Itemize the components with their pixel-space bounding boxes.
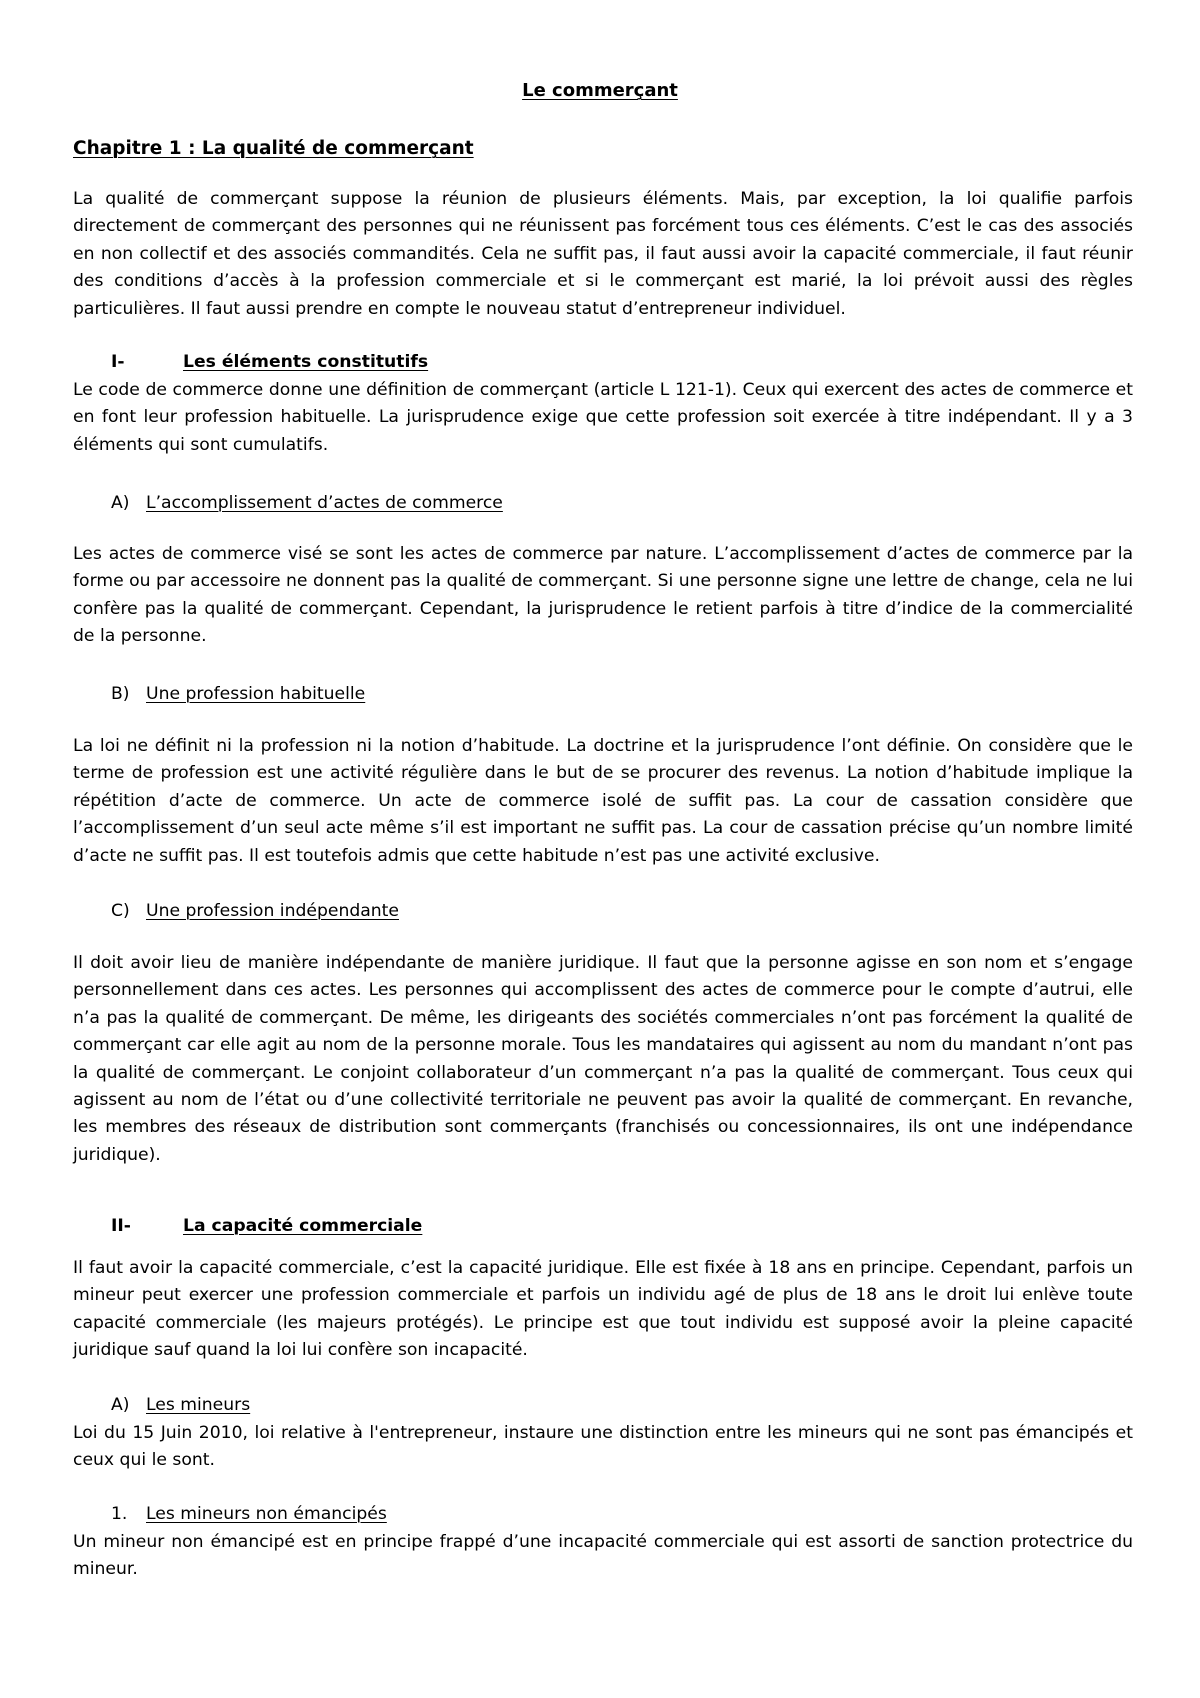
subsection-2a1-number: 1. <box>111 1504 128 1524</box>
section-2-title-text: La capacité commerciale <box>183 1216 423 1236</box>
document-title <box>0 77 1200 104</box>
section-2-number: II- <box>111 1216 131 1236</box>
subsection-2a1-title <box>146 1501 387 1528</box>
section-1-number: I- <box>111 352 125 372</box>
section-2-paragraph: Il faut avoir la capacité commerciale, c’est la capacité juridique. Elle est fixée à 18 ans en principe. Cependant, parfois un mineur peut exercer une profession commerciale et parfois un individu agé de plus de 18 ans le droit lui enlève toute capacité commerciale (les majeurs protégés). Le principe est que tout individu est supposé avoir la pleine capacité juridique sauf quand la loi lui confère son incapacité. <box>73 1258 1133 1361</box>
section-2-title <box>183 1213 422 1240</box>
subsection-1a-title-text: L’accomplissement d’actes de commerce <box>146 493 503 513</box>
subsection-1c-paragraph: Il doit avoir lieu de manière indépendante de manière juridique. Il faut que la personne agisse en son nom et s’engage personnellement dans ces actes. Les personnes qui accomplissent des actes de commerce pour le compte d’autrui, elle n’a pas la qualité de commerçant. De même, les dirigeants des sociétés commerciales n’ont pas forcément la qualité de commerçant car elle agit au nom de la personne morale. Tous les mandataires qui agissent au nom du mandant n’ont pas la qualité de commerçant. Le conjoint collaborateur d’un commerçant n’a pas la qualité de commerçant. Tous ceux qui agissent au nom de l’état ou d’une collectivité territoriale ne peuvent pas avoir la qualité de commerçant. En revanche, les membres des réseaux de distribution sont commerçants (franchisés ou concessionnaires, ils ont une indépendance juridique). <box>73 953 1133 1165</box>
chapter-heading-text: Chapitre 1 : La qualité de commerçant <box>73 138 474 159</box>
subsection-1c-title-text: Une profession indépendante <box>146 901 399 921</box>
subsection-2a-paragraph: Loi du 15 Juin 2010, loi relative à l'entrepreneur, instaure une distinction entre les mineurs qui ne sont pas émancipés et ceux qui le sont. <box>73 1423 1133 1471</box>
subsection-1b-paragraph: La loi ne définit ni la profession ni la notion d’habitude. La doctrine et la jurisprudence l’ont définie. On considère que le terme de profession est une activité régulière dans le but de se procurer des revenus. La notion d’habitude implique la répétition d’acte de commerce. Un acte de commerce isolé de suffit pas. La cour de cassation considère que l’accomplissement d’un seul acte même s’il est important ne suffit pas. La cour de cassation précise qu’un nombre limité d’acte ne suffit pas. Il est toutefois admis que cette habitude n’est pas une activité exclusive. <box>73 736 1133 866</box>
section-2-heading <box>111 1213 131 1240</box>
document-title-text: Le commerçant <box>522 80 678 101</box>
chapter-heading <box>73 135 474 162</box>
subsection-2a-letter: A) <box>111 1395 130 1415</box>
subsection-1c-title <box>146 898 399 925</box>
subsection-2a1-paragraph: Un mineur non émancipé est en principe frappé d’une incapacité commerciale qui est assorti de sanction protectrice du mineur. <box>73 1532 1133 1580</box>
subsection-1a-paragraph: Les actes de commerce visé se sont les actes de commerce par nature. L’accomplissement d’actes de commerce par la forme ou par accessoire ne donnent pas la qualité de commerçant. Si une personne signe une lettre de change, cela ne lui confère pas la qualité de commerçant. Cependant, la jurisprudence le retient parfois à titre d’indice de la commercialité de la personne. <box>73 544 1133 647</box>
subsection-1b-title-text: Une profession habituelle <box>146 684 366 704</box>
subsection-2a1-title-text: Les mineurs non émancipés <box>146 1504 387 1524</box>
subsection-2a-title-text: Les mineurs <box>146 1395 251 1415</box>
section-1-heading <box>111 349 125 376</box>
subsection-1a-title <box>146 490 503 517</box>
intro-paragraph: La qualité de commerçant suppose la réunion de plusieurs éléments. Mais, par exception, la loi qualifie parfois directement de commerçant des personnes qui ne réunissent pas forcément tous ces éléments. C’est le cas des associés en non collectif et des associés commandités. Cela ne suffit pas, il faut aussi avoir la capacité commerciale, il faut réunir des conditions d’accès à la profession commerciale et si le commerçant est marié, la loi prévoit aussi des règles particulières. Il faut aussi prendre en compte le nouveau statut d’entrepreneur individuel. <box>73 189 1133 319</box>
subsection-1b-title <box>146 681 365 708</box>
subsection-1a-letter: A) <box>111 493 130 513</box>
subsection-1c-letter: C) <box>111 901 130 921</box>
section-1-title <box>183 349 428 376</box>
subsection-2a-title <box>146 1392 250 1419</box>
section-1-title-text: Les éléments constitutifs <box>183 352 429 372</box>
subsection-1b-letter: B) <box>111 684 130 704</box>
section-1-paragraph: Le code de commerce donne une définition de commerçant (article L 121-1). Ceux qui exercent des actes de commerce et en font leur profession habituelle. La jurisprudence exige que cette profession soit exercée à titre indépendant. Il y a 3 éléments qui sont cumulatifs. <box>73 380 1133 455</box>
